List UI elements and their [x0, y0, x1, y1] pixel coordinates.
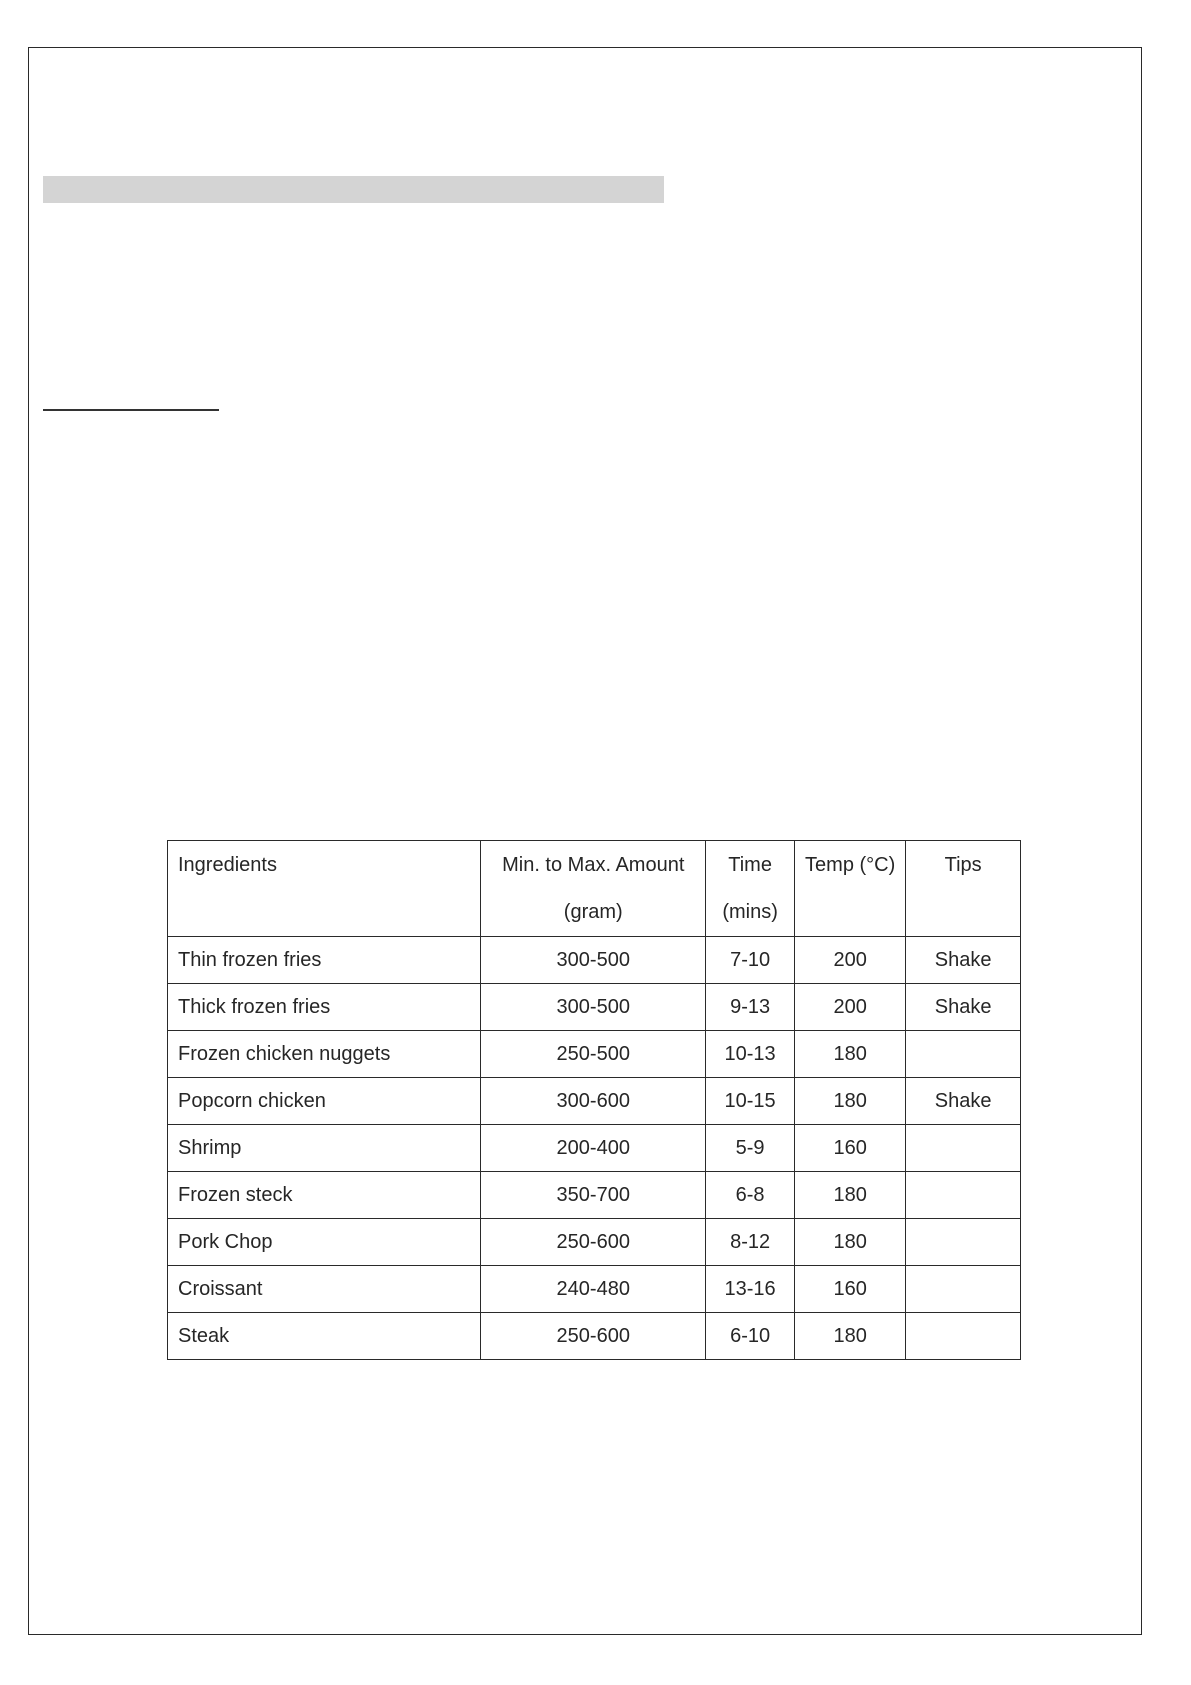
cell-tips	[906, 1219, 1021, 1266]
cell-temp: 200	[795, 984, 906, 1031]
table-row	[168, 1172, 1021, 1219]
cell-amount: 250-500	[481, 1031, 706, 1078]
cell-ingredient: Thick frozen fries	[168, 984, 481, 1031]
cell-tips: Shake	[906, 1078, 1021, 1125]
cell-time: 13-16	[706, 1266, 795, 1313]
table-row	[168, 1031, 1021, 1078]
cell-temp: 160	[795, 1266, 906, 1313]
cell-tips: Shake	[906, 984, 1021, 1031]
redacted-heading-bar	[43, 176, 664, 203]
table-header-row	[168, 841, 1021, 937]
table-row	[168, 1313, 1021, 1360]
cell-amount: 200-400	[481, 1125, 706, 1172]
header-tips: Tips	[906, 841, 1021, 937]
cell-temp: 180	[795, 1313, 906, 1360]
section-heading-underline	[43, 409, 219, 411]
cell-ingredient: Frozen chicken nuggets	[168, 1031, 481, 1078]
table-row	[168, 1266, 1021, 1313]
cell-ingredient: Popcorn chicken	[168, 1078, 481, 1125]
cell-ingredient: Frozen steck	[168, 1172, 481, 1219]
cell-temp: 200	[795, 937, 906, 984]
cell-amount: 250-600	[481, 1313, 706, 1360]
table-row	[168, 1078, 1021, 1125]
table-row	[168, 984, 1021, 1031]
cell-temp: 180	[795, 1031, 906, 1078]
cell-tips	[906, 1266, 1021, 1313]
cell-temp: 180	[795, 1219, 906, 1266]
table-row	[168, 937, 1021, 984]
header-temp: Temp (°C)	[795, 841, 906, 937]
cell-tips	[906, 1172, 1021, 1219]
cell-amount: 300-600	[481, 1078, 706, 1125]
table-row	[168, 1219, 1021, 1266]
cell-temp: 180	[795, 1172, 906, 1219]
cell-amount: 350-700	[481, 1172, 706, 1219]
cell-amount: 250-600	[481, 1219, 706, 1266]
cooking-guide-table	[167, 840, 1021, 1360]
cell-time: 9-13	[706, 984, 795, 1031]
cell-tips	[906, 1313, 1021, 1360]
cell-amount: 300-500	[481, 937, 706, 984]
header-time: Time (mins)	[706, 841, 795, 937]
cell-time: 7-10	[706, 937, 795, 984]
cell-tips: Shake	[906, 937, 1021, 984]
cell-amount: 240-480	[481, 1266, 706, 1313]
cell-time: 6-10	[706, 1313, 795, 1360]
cell-temp: 160	[795, 1125, 906, 1172]
header-ingredients: Ingredients	[168, 841, 481, 937]
cell-amount: 300-500	[481, 984, 706, 1031]
cell-ingredient: Thin frozen fries	[168, 937, 481, 984]
cell-time: 10-13	[706, 1031, 795, 1078]
cell-time: 8-12	[706, 1219, 795, 1266]
cell-ingredient: Steak	[168, 1313, 481, 1360]
cell-time: 6-8	[706, 1172, 795, 1219]
cell-tips	[906, 1125, 1021, 1172]
table-row	[168, 1125, 1021, 1172]
cell-time: 10-15	[706, 1078, 795, 1125]
cell-ingredient: Shrimp	[168, 1125, 481, 1172]
header-amount: Min. to Max. Amount (gram)	[481, 841, 706, 937]
cell-time: 5-9	[706, 1125, 795, 1172]
cell-temp: 180	[795, 1078, 906, 1125]
cell-ingredient: Pork Chop	[168, 1219, 481, 1266]
cell-tips	[906, 1031, 1021, 1078]
cell-ingredient: Croissant	[168, 1266, 481, 1313]
